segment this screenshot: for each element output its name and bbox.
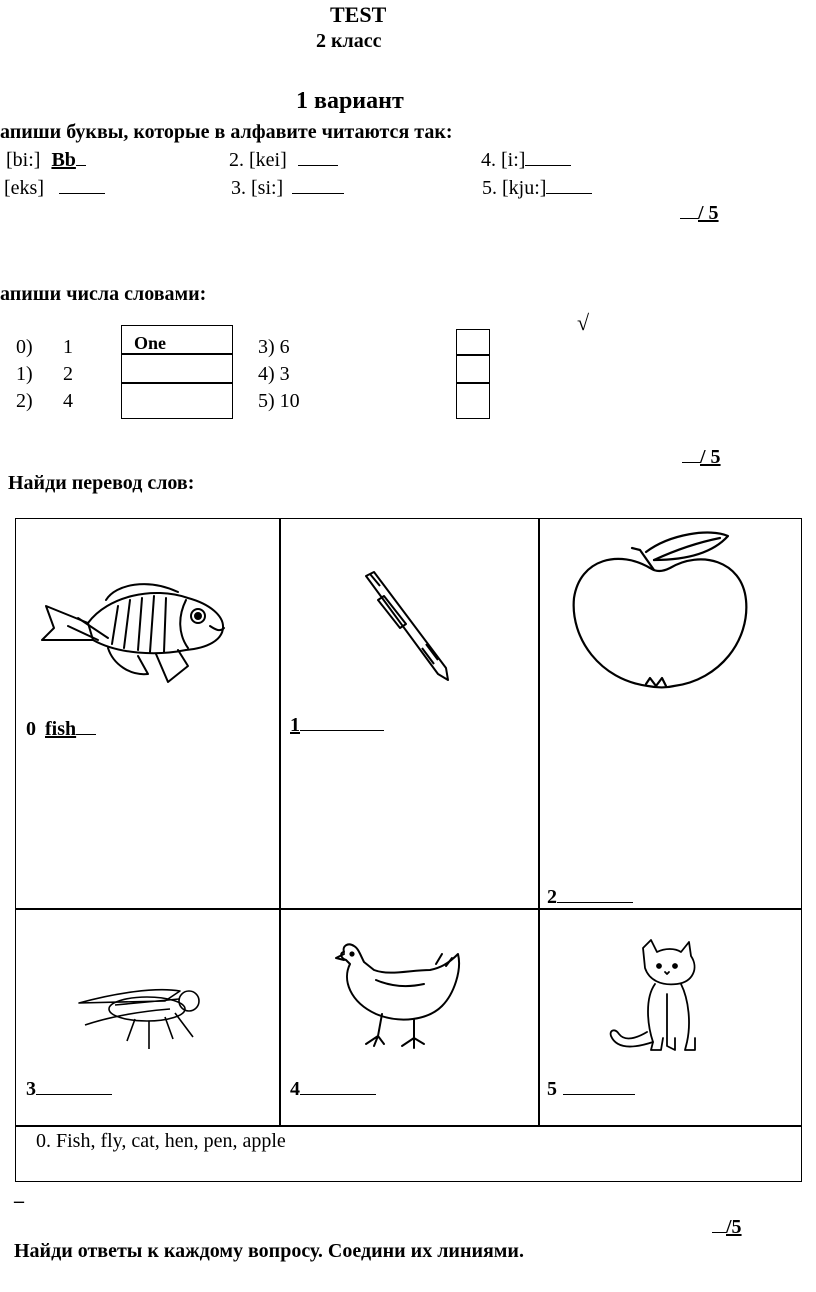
grade-label: 2 класс: [316, 30, 382, 52]
cell-0-answer: 0 fish: [26, 716, 96, 741]
fish-icon: [38, 578, 228, 688]
checkmark-icon: √: [577, 310, 590, 335]
answer-blank[interactable]: [525, 147, 571, 166]
cell-4-answer: 4: [290, 1076, 376, 1101]
task2-num-1: 1): [16, 363, 33, 385]
table-col-divider: [279, 518, 281, 1125]
task1-item-label: [bi:]: [6, 149, 41, 171]
task2-value-0: 1: [63, 336, 73, 358]
score-blank: [712, 1214, 726, 1233]
answer-blank: [76, 716, 96, 735]
task2-instruction: апиши числа словами:: [0, 283, 207, 305]
score-blank: [682, 444, 700, 463]
answer-blank[interactable]: [563, 1076, 635, 1095]
answer-field-4[interactable]: [124, 385, 230, 416]
answer-field-10[interactable]: [458, 385, 488, 417]
pen-icon: [360, 570, 460, 685]
task4-instruction: Найди ответы к каждому вопросу. Соедини их линиями.: [14, 1240, 524, 1262]
word-bank: 0. Fish, fly, cat, hen, pen, apple: [36, 1130, 286, 1152]
task1-item-4: [481, 147, 571, 172]
task1-instruction: апиши буквы, которые в алфавите читаются так:: [0, 121, 453, 143]
task2-value-1: 2: [63, 363, 73, 385]
task2-right-4: 4) 3: [258, 363, 290, 385]
cell-2-answer: 2: [547, 884, 633, 909]
table-divider: [456, 382, 490, 384]
fly-icon: [75, 975, 225, 1055]
hen-icon: [330, 940, 470, 1060]
answer-blank[interactable]: [292, 175, 344, 194]
task1-item-1: [6, 147, 86, 172]
task2-value-2: 4: [63, 390, 73, 412]
task3-instruction: Найди перевод слов:: [8, 472, 195, 494]
score-blank: [680, 200, 698, 219]
task2-num-0: 0): [16, 336, 33, 358]
answer-blank[interactable]: [546, 175, 592, 194]
variant-label: 1 вариант: [296, 88, 404, 114]
answer-field-6[interactable]: [458, 331, 488, 353]
task1-item-label: 4. [i:]: [481, 149, 526, 171]
table-row-divider: [15, 908, 802, 910]
table-row-divider: [15, 1125, 802, 1127]
answer-field-2[interactable]: [124, 356, 230, 380]
answer-blank[interactable]: [557, 884, 633, 903]
task1-item-label: 2. [kei]: [229, 149, 287, 171]
cell-1-answer: 1: [290, 712, 384, 737]
task1-item-eks: [4, 175, 105, 200]
apple-icon: [570, 530, 755, 695]
test-title: TEST: [330, 2, 387, 27]
task1-score: / 5: [680, 200, 719, 225]
cat-icon: [605, 938, 705, 1058]
task2-num-2: 2): [16, 390, 33, 412]
task1-item-label: 5. [kju:]: [482, 177, 547, 199]
answer-blank[interactable]: [298, 147, 338, 166]
table-col-divider: [538, 518, 540, 1125]
task2-right-5: 5) 10: [258, 390, 300, 412]
answer-field-3[interactable]: [458, 357, 488, 381]
answer-blank: [76, 147, 86, 166]
dash-mark: –: [14, 1190, 24, 1212]
task1-answer-bb: Bb: [51, 149, 76, 171]
answer-blank[interactable]: [59, 175, 105, 194]
table-divider: [456, 354, 490, 356]
answer-blank[interactable]: [36, 1076, 112, 1095]
example-answer-one: One: [134, 333, 167, 353]
task1-item-3: [231, 175, 344, 200]
task1-item-label: 3. [si:]: [231, 177, 284, 199]
task1-item-5: [482, 175, 592, 200]
cell-3-answer: 3: [26, 1076, 112, 1101]
task3-score: /5: [712, 1214, 742, 1239]
table-divider: [121, 382, 233, 384]
task1-item-label: [eks]: [4, 177, 44, 199]
task1-item-2: [229, 147, 338, 172]
answer-blank[interactable]: [300, 712, 384, 731]
task2-right-3: 3) 6: [258, 336, 290, 358]
cell-5-answer: 5: [547, 1076, 635, 1101]
task2-score: / 5: [682, 444, 721, 469]
answer-blank[interactable]: [300, 1076, 376, 1095]
